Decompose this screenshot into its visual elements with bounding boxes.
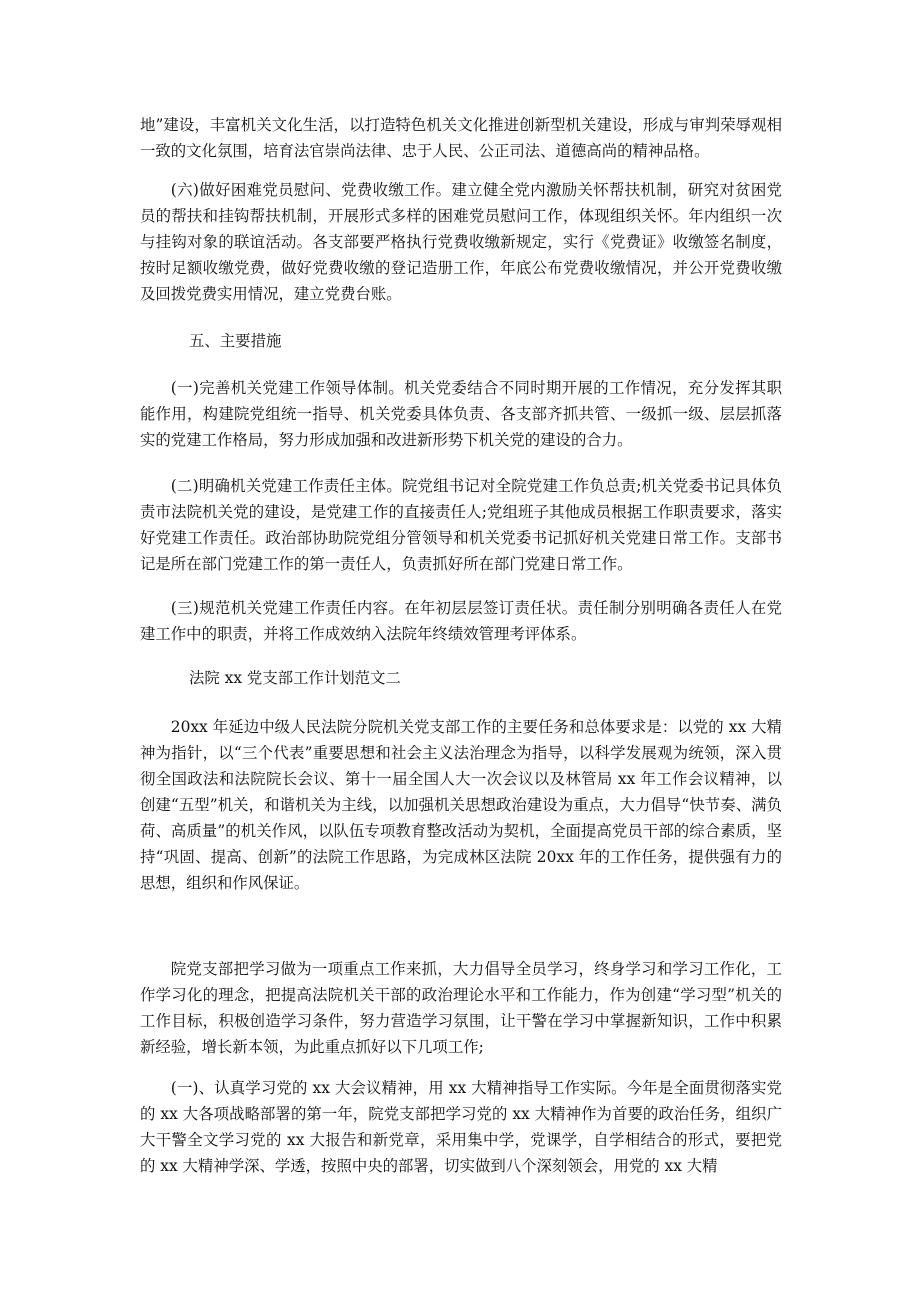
paragraph-measure-one: (一)完善机关党建工作领导体制。机关党委结合不同时期开展的工作情况，充分发挥其职能作用，构建院党组统一指导、机关党委具体负责、各支部齐抓共管、一级抓一级、层层抓落实的党建工作格局，努力形成加强和改进新形势下机关党的建设的合力。 bbox=[140, 379, 782, 449]
paragraph-overall-requirements: 20xx 年延边中级人民法院分院机关党支部工作的主要任务和总体要求是：以党的 xx 大精神为指针，以“三个代表”重要思想和社会主义法治理念为指导，以科学发展观为统领，深入贯彻全国政法和法院院长会议、第十一届全国人大一次会议以及林管局 xx 年工作会议精神，以创建“五型”机关，和谐机关为主线，以加强机关思想政治建设为重点，大力倡导“快节奏、满负荷、高质量”的机关作风，以队伍专项教育整改活动为契机，全面提高党员干部的综合素质，坚持“巩固、提高、创新”的法院工作思路，为完成林区法院 20xx 年的工作任务，提供强有力的思想，组织和作风保证。 bbox=[140, 718, 782, 892]
paragraph-study-work: 院党支部把学习做为一项重点工作来抓，大力倡导全员学习，终身学习和学习工作化，工作学习化的理念，把提高法院机关干部的政治理论水平和工作能力，作为创建“学习型”机关的工作目标，积极创造学习条件，努力营造学习氛围，让干警在学习中掌握新知识，工作中积累新经验，增长新本领，为此重点抓好以下几项工作; bbox=[140, 960, 782, 1056]
section-heading-sample-two: 法院 xx 党支部工作计划范文二 bbox=[189, 669, 401, 687]
section-heading-main-measures: 五、主要措施 bbox=[189, 332, 282, 350]
paragraph-item-six: (六)做好困难党员慰问、党费收缴工作。建立健全党内激励关怀帮扶机制，研究对贫困党员的帮扶和挂钩帮扶机制，开展形式多样的困难党员慰问工作，体现组织关怀。年内组织一次与挂钩对象的联谊活动。各支部要严格执行党费收缴新规定，实行《党费证》收缴签名制度，按时足额收缴党费，做好党费收缴的登记造册工作，年底公布党费收缴情况，并公开党费收缴及回拨党费实用情况，建立党费台账。 bbox=[140, 181, 782, 303]
paragraph-measure-two: (二)明确机关党建工作责任主体。院党组书记对全院党建工作负总责;机关党委书记具体负责市法院机关党的建设，是党建工作的直接责任人;党组班子其他成员根据工作职责要求，落实好党建工作责任。政治部协助院党组分管领导和机关党委书记抓好机关党建日常工作。支部书记是所在部门党建工作的第一责任人，负责抓好所在部门党建日常工作。 bbox=[140, 477, 782, 573]
paragraph-study-item-one: (一)、认真学习党的 xx 大会议精神，用 xx 大精神指导工作实际。今年是全面贯彻落实党的 xx 大各项战略部署的第一年，院党支部把学习党的 xx 大精神作为首要的政治任务，组织广大干警全文学习党的 xx 大报告和新党章，采用集中学，党课学，自学相结合的形式，要把党的 xx 大精神学深、学透，按照中央的部署，切实做到八个深刻领会，用党的 xx 大精 bbox=[140, 1079, 782, 1175]
paragraph-continuation: 地”建设，丰富机关文化生活，以打造特色机关文化推进创新型机关建设，形成与审判荣辱观相一致的文化氛围，培育法官崇尚法律、忠于人民、公正司法、道德高尚的精神品格。 bbox=[140, 116, 782, 160]
paragraph-measure-three: (三)规范机关党建工作责任内容。在年初层层签订责任状。责任制分别明确各责任人在党建工作中的职责，并将工作成效纳入法院年终绩效管理考评体系。 bbox=[140, 599, 782, 643]
